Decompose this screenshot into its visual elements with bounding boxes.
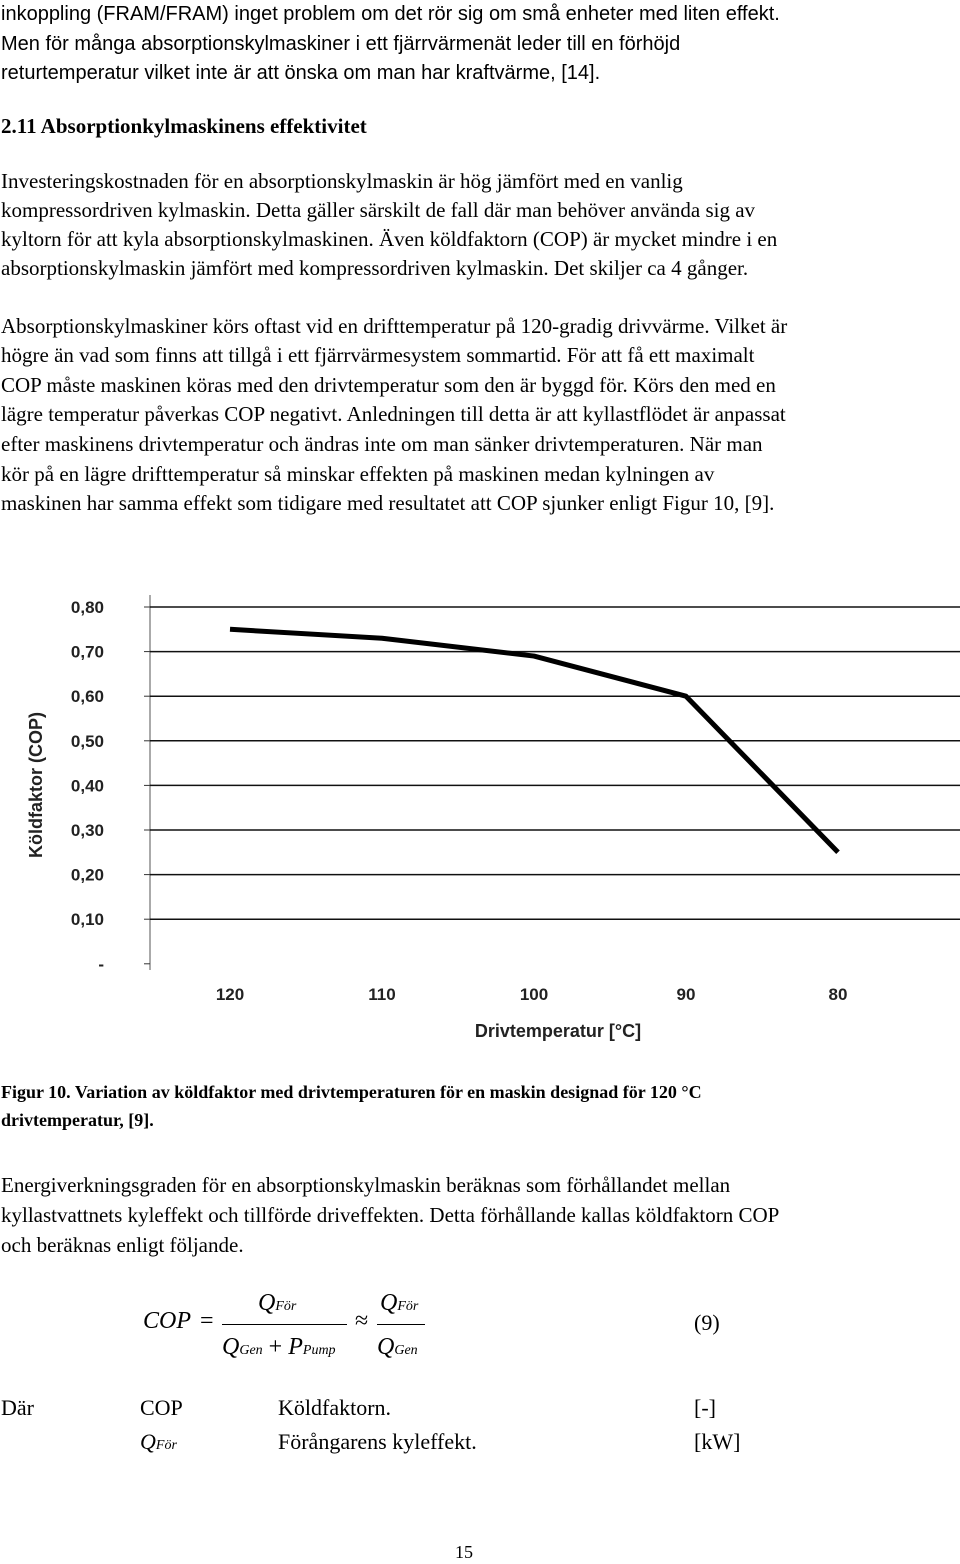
- def-desc: Förångarens kyleffekt.: [278, 1429, 477, 1455]
- text-line: lägre temperatur påverkas COP negativt. Anledningen till detta är att kyllastflödet är anpassat: [1, 402, 786, 426]
- x-tick-label: 110: [368, 985, 395, 1004]
- x-tick-label: 90: [677, 985, 696, 1004]
- page-number: 15: [455, 1540, 473, 1564]
- text-line: och beräknas enligt följande.: [1, 1233, 244, 1257]
- def-symbol: COP: [140, 1395, 183, 1421]
- eq-den1: QGen + PPump: [222, 1334, 336, 1361]
- def-unit: [-]: [694, 1395, 716, 1421]
- cop-chart: [0, 580, 960, 1050]
- definitions-label: Där: [1, 1395, 34, 1421]
- text-line: returtemperatur vilket inte är att önska om man har kraftvärme, [14].: [1, 61, 600, 85]
- eq-lhs: COP: [143, 1308, 191, 1335]
- text-line: Investeringskostnaden för en absorptionskylmaskin är hög jämfört med en vanlig: [1, 169, 683, 193]
- text-line: kompressordriven kylmaskin. Detta gäller särskilt de fall där man behöver använda sig av: [1, 198, 755, 222]
- y-tick-label: 0,10: [71, 910, 104, 929]
- def-desc: Köldfaktorn.: [278, 1395, 391, 1421]
- eq-equals: =: [200, 1308, 214, 1335]
- text-line: kyltorn för att kyla absorptionskylmaskinen. Även köldfaktorn (COP) är mycket mindre i en: [1, 227, 777, 251]
- text-line: efter maskinens drivtemperatur och ändras inte om man sänker drivtemperaturen. När man: [1, 432, 763, 456]
- y-tick-label: 0,70: [71, 643, 104, 662]
- caption-line: Figur 10. Variation av köldfaktor med drivtemperaturen för en maskin designad för 120 °C: [1, 1080, 702, 1104]
- text-line: kyllastvattnets kyleffekt och tillförde driveffekten. Detta förhållande kallas köldfaktorn COP: [1, 1203, 779, 1227]
- text-line: högre än vad som finns att tillgå i ett fjärrvärmesystem sommartid. För att få ett maximalt: [1, 343, 754, 367]
- text-line: inkoppling (FRAM/FRAM) inget problem om det rör sig om små enheter med liten effekt.: [1, 2, 780, 26]
- x-tick-label: 100: [520, 985, 548, 1004]
- y-tick-label: 0,30: [71, 821, 104, 840]
- y-axis-title: Köldfaktor (COP): [26, 712, 46, 858]
- def-symbol: QFör: [140, 1429, 177, 1455]
- text-line: COP måste maskinen köras med den drivtemperatur som den är byggd för. Körs den med en: [1, 373, 776, 397]
- text-line: absorptionskylmaskin jämfört med kompressordriven kylmaskin. Det skiljer ca 4 gånger.: [1, 256, 748, 280]
- y-tick-label: 0,40: [71, 776, 104, 795]
- eq-number: (9): [694, 1310, 720, 1336]
- y-tick-label: -: [98, 955, 104, 974]
- text-line: Men för många absorptionskylmaskiner i ett fjärrvärmenät leder till en förhöjd: [1, 32, 680, 56]
- def-unit: [kW]: [694, 1429, 740, 1455]
- text-line: Energiverkningsgraden för en absorptionskylmaskin beräknas som förhållandet mellan: [1, 1173, 730, 1197]
- eq-num1: QFör: [258, 1290, 296, 1317]
- y-tick-label: 0,50: [71, 732, 104, 751]
- x-axis-title: Drivtemperatur [°C]: [475, 1021, 641, 1041]
- text-line: Absorptionskylmaskiner körs oftast vid en drifttemperatur på 120-gradig drivvärme. Vilket är: [1, 314, 787, 338]
- x-tick-label: 80: [829, 985, 848, 1004]
- text-line: kör på en lägre drifttemperatur så minskar effekten på maskinen medan kylningen av: [1, 462, 714, 486]
- y-tick-label: 0,20: [71, 866, 104, 885]
- caption-line: drivtemperatur, [9].: [1, 1108, 154, 1132]
- eq-num2: QFör: [380, 1290, 418, 1317]
- eq-approx: ≈: [355, 1308, 368, 1335]
- y-tick-label: 0,60: [71, 687, 104, 706]
- text-line: maskinen har samma effekt som tidigare med resultatet att COP sjunker enligt Figur 10, [9].: [1, 491, 774, 515]
- x-tick-label: 120: [216, 985, 244, 1004]
- y-tick-label: 0,80: [71, 598, 104, 617]
- eq-den2: QGen: [377, 1334, 418, 1361]
- section-heading: 2.11 Absorptionkylmaskinens effektivitet: [1, 114, 367, 138]
